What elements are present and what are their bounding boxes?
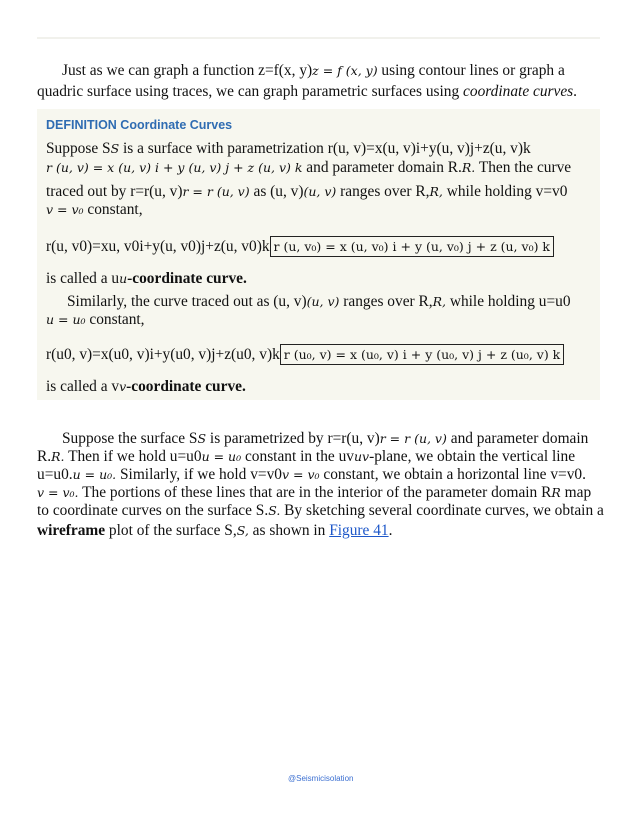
math-r-equals: r = r (u, v) xyxy=(379,431,447,446)
math-s: S, xyxy=(236,523,249,538)
math-r: R, xyxy=(432,294,446,309)
def-text: ranges over R, xyxy=(339,293,433,310)
intro-text: . xyxy=(573,83,578,100)
def-text: Similarly, the curve traced out as (u, v) xyxy=(67,293,307,310)
def-line-4 xyxy=(46,199,143,220)
def-called-v xyxy=(46,376,246,397)
def-text: constant, xyxy=(85,311,145,328)
math-uv: (u, v) xyxy=(303,184,337,199)
v-coordinate-curve-term: -coordinate curve. xyxy=(126,378,246,395)
math-r: R, xyxy=(429,184,443,199)
def-text: while holding u=u0 xyxy=(446,293,571,310)
para-text: R. xyxy=(37,448,52,465)
math-v: v xyxy=(119,379,127,394)
def-text: v xyxy=(111,378,120,395)
math-u-u0: u = u₀. xyxy=(72,467,117,482)
intro-text: using contour lines or graph a xyxy=(377,62,565,79)
intro-line-2 xyxy=(37,81,577,102)
coordinate-curves-term: coordinate curves xyxy=(463,83,574,100)
math-v-v0: v = v₀ xyxy=(46,202,84,217)
intro-text: Just as we can graph a function z=f(x, y) xyxy=(62,62,313,79)
para2-line-6 xyxy=(37,520,392,541)
para-text: is parametrized by r=r(u, v) xyxy=(206,430,380,447)
para-text: u=u0. xyxy=(37,466,73,483)
def-text: as (u, v) xyxy=(249,183,304,200)
math-r-equals: r = r (u, v) xyxy=(182,184,250,199)
wireframe-term: wireframe xyxy=(37,522,106,539)
footer-handle: @Seismicisolation xyxy=(288,774,354,783)
math-v-v0: v = v₀. xyxy=(37,485,79,500)
math-parametrization: r (u, v) = x (u, v) i + y (u, v) j + z (u, v) k xyxy=(46,160,303,175)
def-called-u xyxy=(46,268,247,289)
para-text: Suppose the surface S xyxy=(62,430,198,447)
def-text: ranges over R, xyxy=(336,183,430,200)
def-text: Suppose S xyxy=(46,140,111,157)
para-text: . xyxy=(388,522,393,539)
def-text: u xyxy=(111,270,120,287)
def-text: is called a xyxy=(46,270,112,287)
math-v-v0: v = v₀ xyxy=(282,467,320,482)
para-text: By sketching several coordinate curves, we obtain a xyxy=(280,502,604,519)
math-s: S xyxy=(110,141,120,156)
equation-text: r(u0, v)=x(u0, v)i+y(u0, v)j+z(u0, v)k xyxy=(46,346,280,363)
math-s: S xyxy=(197,431,207,446)
math-r: R. xyxy=(51,449,65,464)
boxed-equation-u-curve: r (u, v₀) = x (u, v₀) i + y (u, v₀) j + z (u, v₀) k xyxy=(270,236,555,257)
math-u-u0: u = u₀ xyxy=(201,449,242,464)
intro-line-1 xyxy=(62,60,565,81)
para-text: Then if we hold u=u0 xyxy=(64,448,202,465)
para-text: The portions of these lines that are in the interior of the parameter domain R xyxy=(78,484,552,501)
math-r: R. xyxy=(461,160,476,175)
para-text: to coordinate curves on the surface S. xyxy=(37,502,269,519)
boxed-equation-v-curve: r (u₀, v) = x (u₀, v) i + y (u₀, v) j + z (u₀, v) k xyxy=(280,344,565,365)
def-text: while holding v=v0 xyxy=(442,183,568,200)
def-text: is a surface with parametrization r(u, v)=x(u, v)i+y(u, v)j+z(u, v)k xyxy=(119,140,531,157)
para-text: and parameter domain xyxy=(446,430,589,447)
def-text: and parameter domain R. xyxy=(302,159,462,176)
para2-line-5 xyxy=(37,500,604,521)
equation-text: r(u, v0)=xu, v0i+y(u, v0)j+z(u, v0)k xyxy=(46,238,270,255)
def-similarly-2 xyxy=(46,309,145,330)
def-text: Then the curve xyxy=(475,159,572,176)
definition-title: DEFINITION Coordinate Curves xyxy=(46,118,233,132)
math-uv: (u, v) xyxy=(306,294,340,309)
para-text: as shown in xyxy=(248,522,330,539)
math-s: S. xyxy=(268,503,281,518)
intro-text: quadric surface using traces, we can graph parametric surfaces using xyxy=(37,83,464,100)
def-text: traced out by r=r(u, v) xyxy=(46,183,183,200)
para-text: plot of the surface S, xyxy=(105,522,237,539)
para-text: -plane, we obtain the vertical line xyxy=(369,448,576,465)
top-divider xyxy=(37,37,600,39)
para-text: constant, we obtain a horizontal line v=v0. xyxy=(319,466,586,483)
para-text: Similarly, if we hold v=v0 xyxy=(116,466,282,483)
def-text: is called a xyxy=(46,378,112,395)
para-text: map xyxy=(560,484,592,501)
u-coordinate-curve-term: -coordinate curve. xyxy=(127,270,247,287)
def-equation-1 xyxy=(46,236,554,257)
math-uv: uv xyxy=(353,449,370,464)
def-line-1 xyxy=(46,138,531,159)
para-text: constant in the uv xyxy=(241,448,354,465)
math-u-u0: u = u₀ xyxy=(46,312,86,327)
def-text: constant, xyxy=(83,201,143,218)
def-line-2 xyxy=(46,157,571,178)
math-function: z = f (x, y) xyxy=(312,63,378,78)
math-u: u xyxy=(119,271,128,286)
math-r: R xyxy=(551,485,561,500)
def-equation-2 xyxy=(46,344,564,365)
figure-41-link[interactable]: Figure 41 xyxy=(329,522,389,539)
